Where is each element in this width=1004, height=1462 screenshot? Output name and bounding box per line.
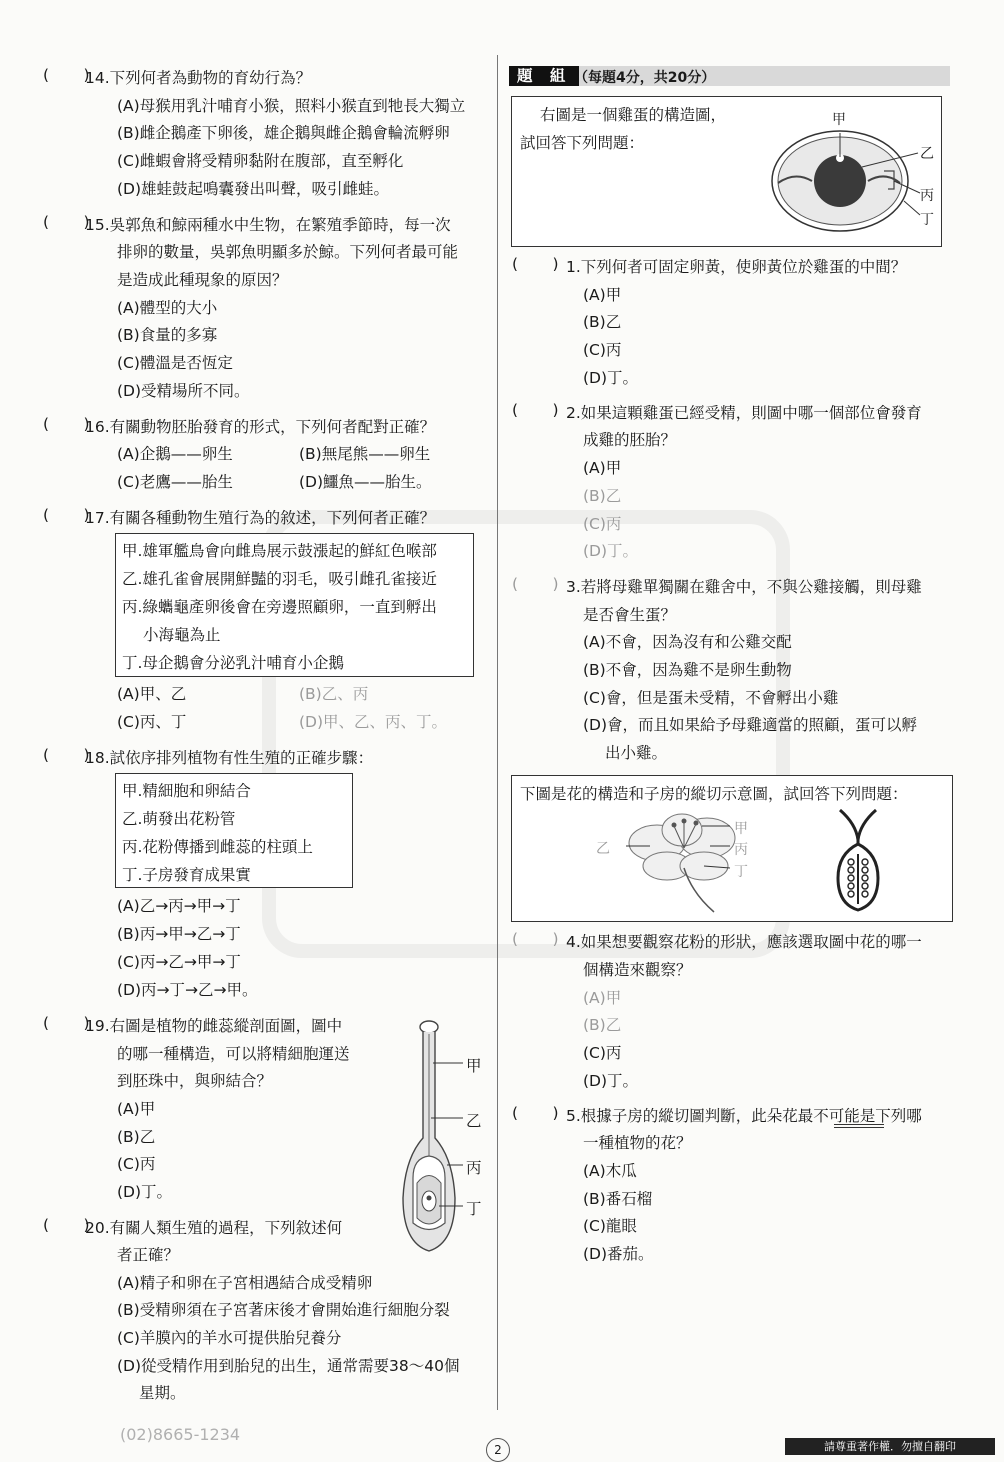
option-b: (B)無尾熊——卵生 <box>299 445 431 463</box>
option-d: (D)番茄。 <box>583 1245 654 1263</box>
option-b: (B)不會，因為雞不是卵生動物 <box>583 661 792 679</box>
question-stem: 17.有關各種動物生殖行為的敘述，下列何者正確？ <box>85 509 436 527</box>
step-jia: 甲.精細胞和卵結合 <box>122 782 251 800</box>
answer-blank[interactable]: ( ) <box>512 255 559 273</box>
group-tag: 題 組 <box>509 66 579 86</box>
option-b: (B)乙、丙 <box>299 685 369 703</box>
question-stem: 的哪一種構造，可以將精細胞運送 <box>117 1045 350 1063</box>
egg-intro-2: 試回答下列問題： <box>520 134 645 152</box>
egg-label-jia: 甲 <box>832 112 846 128</box>
option-b: (B)食量的多寡 <box>117 326 218 344</box>
step-bing: 丙.花粉傳播到雌蕊的柱頭上 <box>122 838 313 856</box>
option-c: (C)雌蝦會將受精卵黏附在腹部，直至孵化 <box>117 152 404 170</box>
option-a: (A)母猴用乳汁哺育小猴，照料小猴直到牠長大獨立 <box>117 97 466 115</box>
pistil-label-jia: 甲 <box>466 1057 482 1075</box>
egg-label-yi: 乙 <box>920 146 934 162</box>
option-d: (D)受精場所不同。 <box>117 382 250 400</box>
option-c: (C)龍眼 <box>583 1217 637 1235</box>
question-stem: 16.有關動物胚胎發育的形式，下列何者配對正確？ <box>85 418 436 436</box>
footer-phone: (02)8665-1234 <box>120 1425 241 1444</box>
option-d: (D)甲、乙、丙、丁。 <box>299 713 448 731</box>
option-b: (B)番石榴 <box>583 1190 653 1208</box>
option-d: (D)丁。 <box>583 542 639 560</box>
option-d: (D)從受精作用到胎兒的出生，通常需要38～40個 <box>117 1357 460 1375</box>
question-stem: 者正確？ <box>117 1246 180 1264</box>
flower-intro: 下圖是花的構造和子房的縱切示意圖，試回答下列問題： <box>520 785 908 803</box>
option-c: (C)丙 <box>583 341 622 359</box>
question-stem: 20.有關人類生殖的過程，下列敘述何 <box>85 1219 343 1237</box>
question-stem: 是造成此種現象的原因？ <box>117 271 288 289</box>
question-stem: 5.根據子房的縱切圖判斷，此朵花最不可能是下列哪 <box>566 1107 922 1125</box>
flower-label-yi: 乙 <box>596 841 610 857</box>
option-d-cont: 星期。 <box>139 1384 186 1402</box>
statement-jia: 甲.雄軍艦鳥會向雌鳥展示鼓漲起的鮮紅色喉部 <box>122 542 437 560</box>
emphasis-underline <box>834 1124 884 1128</box>
option-a: (A)甲 <box>583 286 622 304</box>
question-stem: 4.如果想要觀察花粉的形狀，應該選取圖中花的哪一 <box>566 933 922 951</box>
option-d: (D)丁。 <box>583 1072 639 1090</box>
statement-yi: 乙.雄孔雀會展開鮮豔的羽毛，吸引雌孔雀接近 <box>122 570 437 588</box>
option-c: (C)羊膜內的羊水可提供胎兒養分 <box>117 1329 342 1347</box>
answer-blank[interactable]: ( ) <box>512 401 559 419</box>
option-b: (B)乙 <box>583 487 622 505</box>
option-a: (A)不會，因為沒有和公雞交配 <box>583 633 792 651</box>
flower-figure-box <box>511 775 953 922</box>
group-score: （每題4分，共20分） <box>574 70 716 86</box>
option-d: (D)丁。 <box>583 369 639 387</box>
option-c: (C)會，但是蛋未受精，不會孵出小雞 <box>583 689 839 707</box>
option-d: (D)雄蛙鼓起鳴囊發出叫聲，吸引雌蛙。 <box>117 180 390 198</box>
statement-ding: 丁.母企鵝會分泌乳汁哺育小企鵝 <box>122 654 344 672</box>
question-stem: 一種植物的花？ <box>583 1134 692 1152</box>
option-a: (A)乙→丙→甲→丁 <box>117 897 241 915</box>
question-stem: 是否會生蛋？ <box>583 606 677 624</box>
option-d: (D)會，而且如果給予母雞適當的照顧，蛋可以孵 <box>583 716 918 734</box>
option-b: (B)受精卵須在子宮著床後才會開始進行細胞分裂 <box>117 1301 450 1319</box>
option-c: (C)丙→乙→甲→丁 <box>117 953 241 971</box>
option-d: (D)鱷魚——胎生。 <box>299 473 432 491</box>
flower-label-bing: 丙 <box>734 842 748 858</box>
question-stem: 到胚珠中，與卵結合？ <box>117 1072 273 1090</box>
egg-figure-box <box>511 96 942 247</box>
answer-blank[interactable]: ( ) <box>43 506 90 524</box>
option-a: (A)木瓜 <box>583 1162 637 1180</box>
question-stem: 2.如果這顆雞蛋已經受精，則圖中哪一個部位會發育 <box>566 404 922 422</box>
option-c: (C)老鷹——胎生 <box>117 473 233 491</box>
answer-blank[interactable]: ( ) <box>43 213 90 231</box>
option-b: (B)乙 <box>583 1016 622 1034</box>
flower-label-ding: 丁 <box>734 864 748 880</box>
question-stem: 個構造來觀察？ <box>583 961 692 979</box>
ovary-section-diagram <box>830 806 886 914</box>
option-a: (A)體型的大小 <box>117 299 218 317</box>
step-ding: 丁.子房發育成果實 <box>122 866 251 884</box>
option-c: (C)體溫是否恆定 <box>117 354 233 372</box>
option-c: (C)丙 <box>583 515 622 533</box>
option-d: (D)丁。 <box>117 1183 173 1201</box>
egg-label-bing: 丙 <box>920 188 934 204</box>
flower-diagram <box>612 808 772 916</box>
question-stem: 18.試依序排列植物有性生殖的正確步驟： <box>85 749 374 767</box>
statement-bing: 丙.綠蠵龜產卵後會在旁邊照顧卵，一直到孵出 <box>122 598 437 616</box>
option-a: (A)精子和卵在子宮相遇結合成受精卵 <box>117 1274 373 1292</box>
answer-blank[interactable]: ( ) <box>43 1216 90 1234</box>
option-b: (B)丙→甲→乙→丁 <box>117 925 241 943</box>
flower-label-jia: 甲 <box>734 821 748 837</box>
option-c: (C)丙 <box>117 1155 156 1173</box>
option-c: (C)丙、丁 <box>117 713 187 731</box>
answer-blank[interactable]: ( ) <box>43 746 90 764</box>
pistil-label-yi: 乙 <box>466 1112 482 1130</box>
statement-bing-cont: 小海龜為止 <box>143 626 221 644</box>
page-number: 2 <box>486 1438 510 1462</box>
answer-blank[interactable]: ( ) <box>512 575 559 593</box>
option-b: (B)乙 <box>117 1128 156 1146</box>
option-d-cont: 出小雞。 <box>605 744 668 762</box>
option-a: (A)甲 <box>117 1100 156 1118</box>
answer-blank[interactable]: ( ) <box>43 66 90 84</box>
question-stem: 成雞的胚胎？ <box>583 431 677 449</box>
question-stem: 排卵的數量，吳郭魚明顯多於鯨。下列何者最可能 <box>117 243 459 261</box>
option-a: (A)甲 <box>583 989 622 1007</box>
option-a: (A)甲、乙 <box>117 685 187 703</box>
copyright-notice: 請尊重著作權．勿擅自翻印 <box>785 1438 995 1455</box>
egg-intro-1: 右圖是一個雞蛋的構造圖， <box>540 106 727 124</box>
answer-blank[interactable]: ( ) <box>512 1104 559 1122</box>
option-b: (B)乙 <box>583 313 622 331</box>
statement-box <box>115 533 474 677</box>
pistil-label-ding: 丁 <box>466 1200 482 1218</box>
answer-blank[interactable]: ( ) <box>43 1014 90 1032</box>
egg-label-ding: 丁 <box>920 212 934 228</box>
step-box <box>115 773 353 888</box>
option-b: (B)雌企鵝產下卵後，雄企鵝與雌企鵝會輪流孵卵 <box>117 124 450 142</box>
answer-blank[interactable]: ( ) <box>43 415 90 433</box>
column-divider <box>497 55 498 1410</box>
option-c: (C)丙 <box>583 1044 622 1062</box>
option-a: (A)企鵝——卵生 <box>117 445 233 463</box>
option-a: (A)甲 <box>583 459 622 477</box>
question-stem: 15.吳郭魚和鯨兩種水中生物，在繁殖季節時，每一次 <box>85 216 451 234</box>
pistil-label-bing: 丙 <box>466 1159 482 1177</box>
question-stem: 19.右圖是植物的雌蕊縱剖面圖，圖中 <box>85 1017 343 1035</box>
answer-blank[interactable]: ( ) <box>512 930 559 948</box>
option-d: (D)丙→丁→乙→甲。 <box>117 981 258 999</box>
question-stem: 3.若將母雞單獨關在雞舍中，不與公雞接觸，則母雞 <box>566 578 922 596</box>
step-yi: 乙.萌發出花粉管 <box>122 810 236 828</box>
egg-diagram <box>770 105 940 243</box>
question-stem: 1.下列何者可固定卵黃，使卵黃位於雞蛋的中間？ <box>566 258 907 276</box>
question-stem: 14.下列何者為動物的育幼行為？ <box>85 69 312 87</box>
